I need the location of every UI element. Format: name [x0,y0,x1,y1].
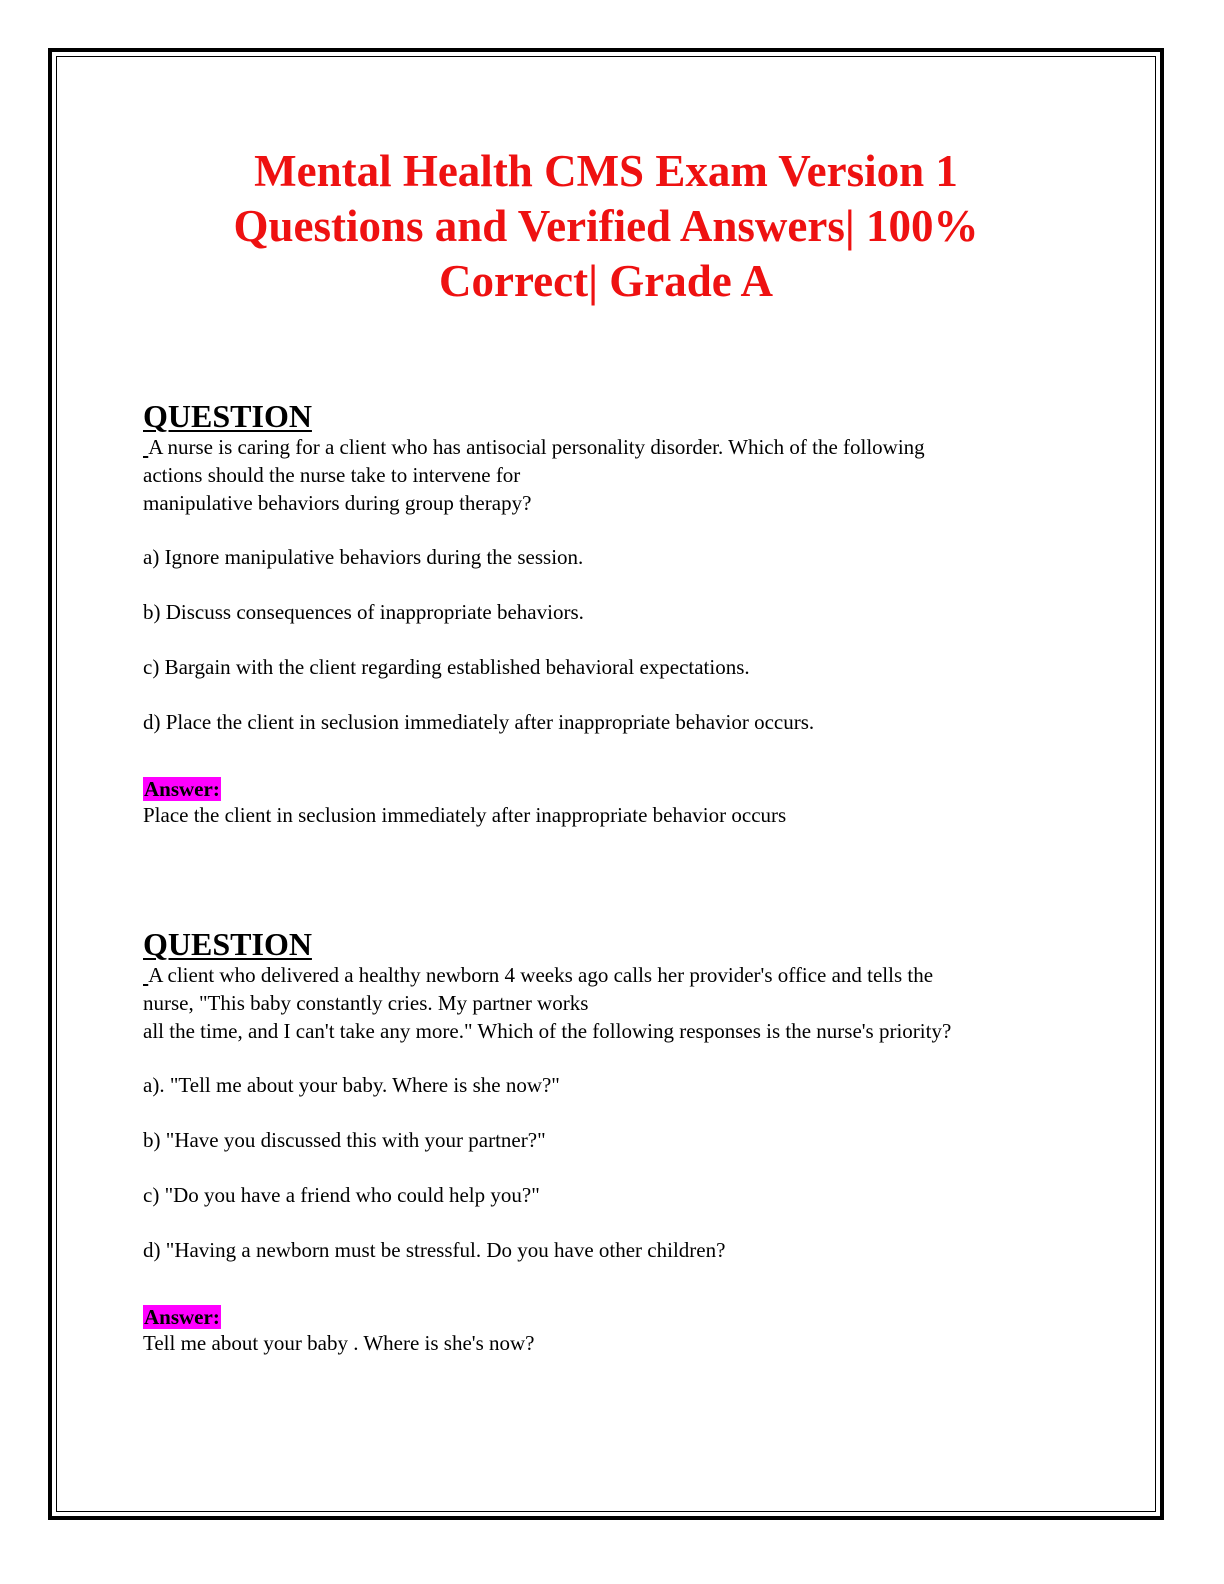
answer-option: a). "Tell me about your baby. Where is she now?" [143,1073,560,1097]
title-line: Correct| Grade A [439,256,773,306]
stem-line: A client who delivered a healthy newborn 4 weeks ago calls her provider's office and tells the [148,963,934,987]
stem-line: all the time, and I can't take any more." Which of the following responses is the nurse's priority? [143,1019,952,1043]
question-block-2 [143,927,1103,1357]
answer-option: c) "Do you have a friend who could help you?" [143,1183,540,1207]
question-stem [143,433,1103,517]
title-line: Mental Health CMS Exam Version 1 [254,146,958,196]
answer-text: Place the client in seclusion immediately after inappropriate behavior occurs [143,803,787,827]
stem-line: nurse, "This baby constantly cries. My partner works [143,991,589,1015]
answer-text: Tell me about your baby . Where is she's now? [143,1331,535,1355]
answer-option: d) Place the client in seclusion immediately after inappropriate behavior occurs. [143,710,815,734]
answer-option: b) Discuss consequences of inappropriate behaviors. [143,600,584,624]
answer-option: c) Bargain with the client regarding established behavioral expectations. [143,655,750,679]
answer-option: b) "Have you discussed this with your partner?" [143,1128,546,1152]
title-line: Questions and Verified Answers| 100% [233,201,979,251]
question-stem [143,961,1103,1045]
question-block-1 [143,399,1103,829]
answer-label-row [143,777,1103,801]
stem-line: actions should the nurse take to intervene for [143,463,521,487]
stem-line: A nurse is caring for a client who has antisocial personality disorder. Which of the following [148,435,925,459]
answer-label: Answer: [144,777,220,801]
answer-label-row [143,1305,1103,1329]
answer-option: a) Ignore manipulative behaviors during the session. [143,545,584,569]
document-title [100,144,1112,309]
answer-option: d) "Having a newborn must be stressful. Do you have other children? [143,1238,726,1262]
answer-label: Answer: [144,1305,220,1329]
stem-line: manipulative behaviors during group therapy? [143,491,532,515]
question-heading: QUESTION [143,926,312,962]
question-heading: QUESTION [143,398,312,434]
